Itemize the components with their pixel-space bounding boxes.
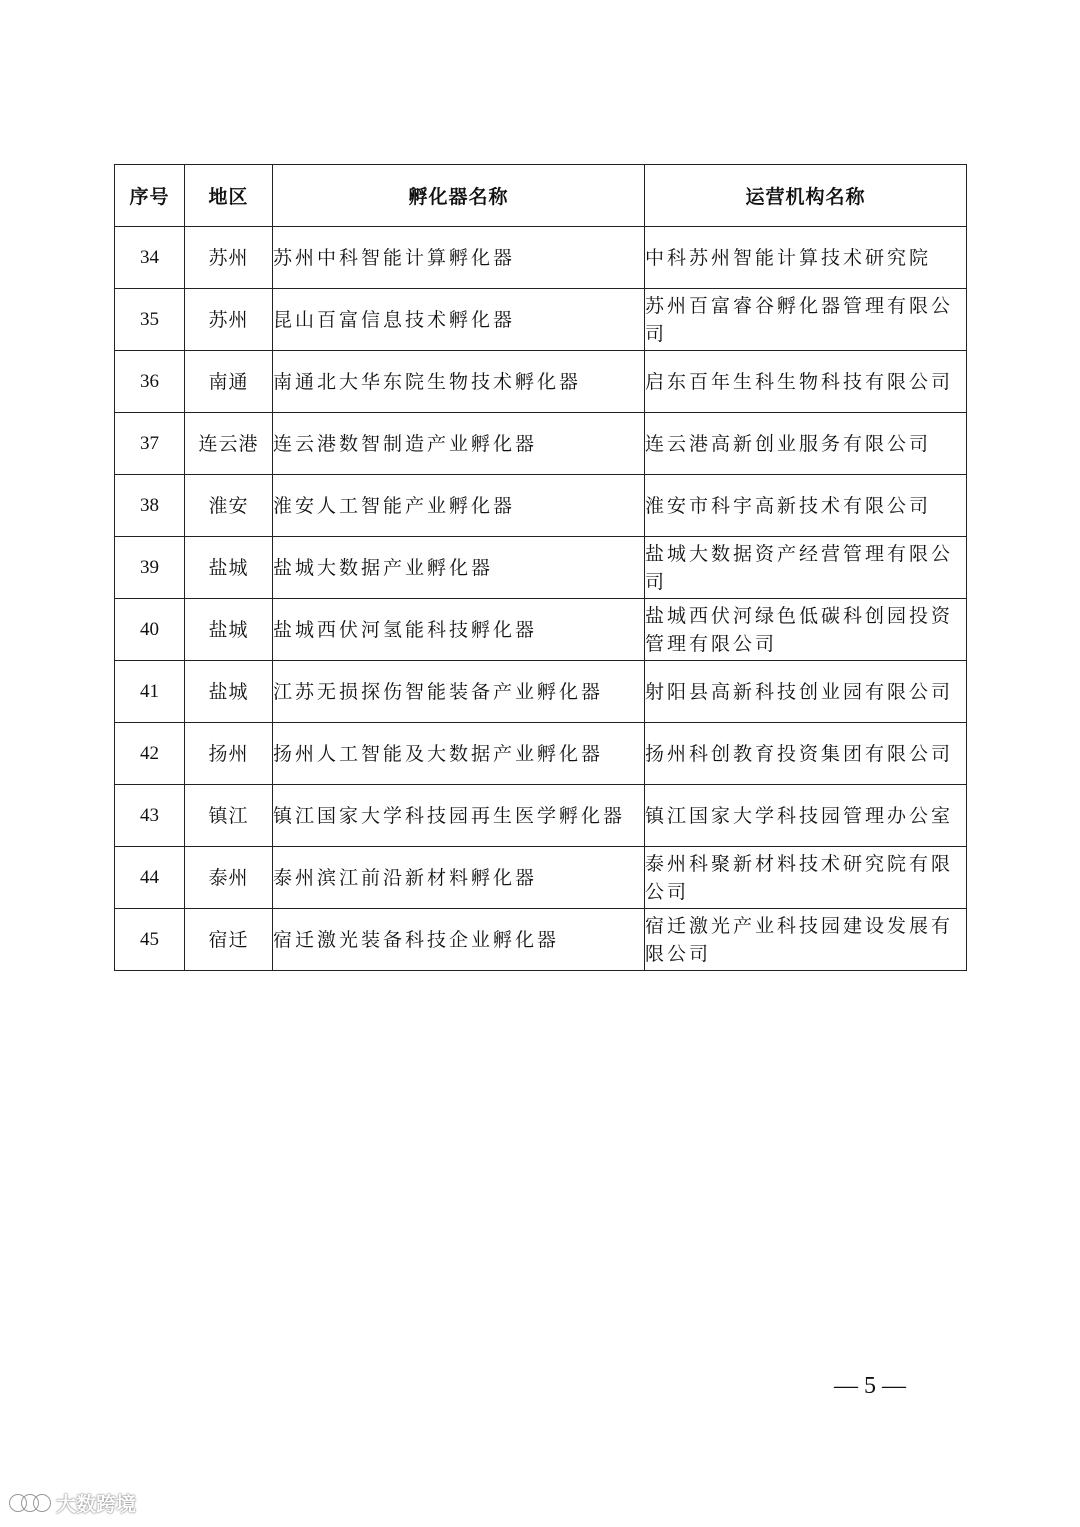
cell-incubator: 盐城大数据产业孵化器 [273,537,645,599]
cell-region: 宿迁 [185,909,273,971]
cell-operator: 镇江国家大学科技园管理办公室 [645,785,967,847]
cell-region: 盐城 [185,537,273,599]
cell-num: 42 [115,723,185,785]
cell-incubator: 南通北大华东院生物技术孵化器 [273,351,645,413]
cell-operator: 射阳县高新科技创业园有限公司 [645,661,967,723]
cell-region: 盐城 [185,599,273,661]
cell-num: 44 [115,847,185,909]
table-row [115,661,967,723]
header-incubator: 孵化器名称 [273,165,645,227]
table-row [115,351,967,413]
cell-operator: 扬州科创教育投资集团有限公司 [645,723,967,785]
table-row [115,413,967,475]
table-row [115,847,967,909]
cell-num: 35 [115,289,185,351]
cell-num: 34 [115,227,185,289]
table-body [115,227,967,971]
cell-num: 37 [115,413,185,475]
cell-operator: 盐城大数据资产经营管理有限公司 [645,537,967,599]
cell-operator: 盐城西伏河绿色低碳科创园投资管理有限公司 [645,599,967,661]
header-operator: 运营机构名称 [645,165,967,227]
header-region: 地区 [185,165,273,227]
cell-incubator: 江苏无损探伤智能装备产业孵化器 [273,661,645,723]
cell-operator: 苏州百富睿谷孵化器管理有限公司 [645,289,967,351]
cell-incubator: 镇江国家大学科技园再生医学孵化器 [273,785,645,847]
cell-incubator: 淮安人工智能产业孵化器 [273,475,645,537]
table-row [115,909,967,971]
table-row [115,599,967,661]
cell-region: 泰州 [185,847,273,909]
table-row [115,537,967,599]
cell-operator: 中科苏州智能计算技术研究院 [645,227,967,289]
cell-region: 连云港 [185,413,273,475]
cell-operator: 泰州科聚新材料技术研究院有限公司 [645,847,967,909]
cell-incubator: 宿迁激光装备科技企业孵化器 [273,909,645,971]
table-row [115,227,967,289]
table-row [115,723,967,785]
cell-region: 盐城 [185,661,273,723]
cell-region: 镇江 [185,785,273,847]
cell-region: 淮安 [185,475,273,537]
cell-num: 45 [115,909,185,971]
cell-operator: 宿迁激光产业科技园建设发展有限公司 [645,909,967,971]
watermark [8,1488,136,1517]
page-number: — 5 — [834,1373,906,1399]
cell-incubator: 连云港数智制造产业孵化器 [273,413,645,475]
cell-incubator: 苏州中科智能计算孵化器 [273,227,645,289]
cell-num: 43 [115,785,185,847]
cell-incubator: 泰州滨江前沿新材料孵化器 [273,847,645,909]
cell-incubator: 昆山百富信息技术孵化器 [273,289,645,351]
incubator-table [114,164,967,971]
cell-operator: 启东百年生科生物科技有限公司 [645,351,967,413]
table-row [115,785,967,847]
cell-region: 苏州 [185,227,273,289]
table-row [115,289,967,351]
cell-num: 41 [115,661,185,723]
table-row [115,475,967,537]
header-num: 序号 [115,165,185,227]
cell-num: 38 [115,475,185,537]
cell-operator: 淮安市科宇高新技术有限公司 [645,475,967,537]
watermark-logo-icon [8,1489,52,1517]
cell-num: 36 [115,351,185,413]
cell-region: 苏州 [185,289,273,351]
watermark-text: 大数跨境 [56,1492,136,1516]
cell-region: 扬州 [185,723,273,785]
cell-num: 39 [115,537,185,599]
cell-region: 南通 [185,351,273,413]
cell-incubator: 扬州人工智能及大数据产业孵化器 [273,723,645,785]
cell-num: 40 [115,599,185,661]
cell-incubator: 盐城西伏河氢能科技孵化器 [273,599,645,661]
table-header-row [115,165,967,227]
cell-operator: 连云港高新创业服务有限公司 [645,413,967,475]
